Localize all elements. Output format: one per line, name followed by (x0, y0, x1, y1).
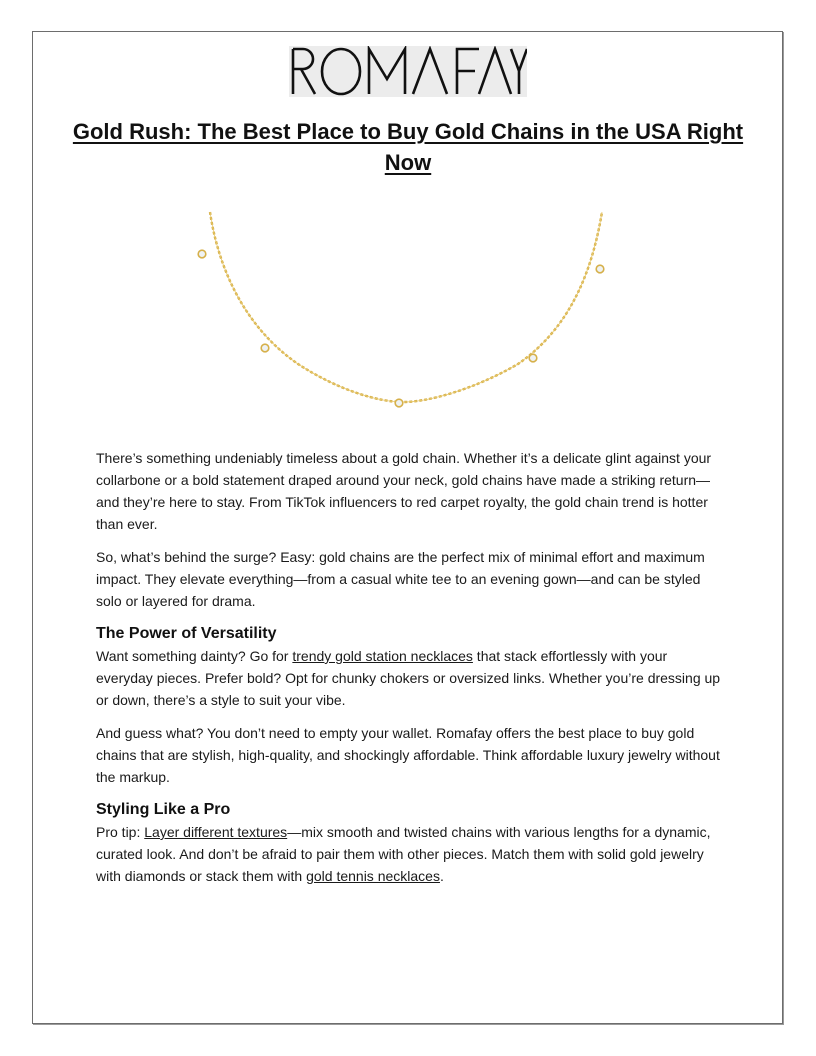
section-heading-styling: Styling Like a Pro (96, 801, 231, 818)
intro-paragraph-2: So, what’s behind the surge? Easy: gold chains are the perfect mix of minimal effort and maximum impact. They elevate everything—from a casual white tee to an evening gown—and can be styled solo or layered for drama. (96, 549, 705, 609)
article-body (96, 447, 724, 898)
gold-tennis-necklaces-link[interactable]: gold tennis necklaces (306, 868, 440, 884)
styling-paragraph-1: Pro tip: Layer different textures—mix smooth and twisted chains with various lengths for a dynamic, curated look. And don’t be afraid to pair them with other pieces. Match them with solid gold jewelry with diamonds or stack them with gold tennis necklaces. (96, 824, 711, 884)
intro-paragraph-1: There’s something undeniably timeless about a gold chain. Whether it’s a delicate glint against your collarbone or a bold statement draped around your neck, gold chains have made a striking return—and they’re here to stay. From TikTok influencers to red carpet royalty, the gold chain trend is hotter than ever. (96, 450, 712, 532)
versatility-paragraph-1: Want something dainty? Go for trendy gold station necklaces that stack effortlessly with your everyday pieces. Prefer bold? Opt for chunky chokers or oversized links. Whether you’re dressing up or down, there’s a style to suit your vibe. (96, 648, 721, 708)
versatility-paragraph-2: And guess what? You don’t need to empty your wallet. Romafay offers the best place to buy gold chains that are stylish, high-quality, and shockingly affordable. Think affordable luxury jewelry without the markup. (96, 725, 720, 785)
gold-station-necklace-image (188, 206, 618, 416)
romafay-logo (289, 46, 527, 97)
trendy-gold-station-necklaces-link[interactable]: trendy gold station necklaces (292, 648, 473, 664)
article-title: Gold Rush: The Best Place to Buy Gold Chains in the USA Right Now (72, 119, 744, 175)
section-heading-versatility: The Power of Versatility (96, 625, 277, 642)
layer-different-textures-link[interactable]: Layer different textures (144, 824, 288, 840)
